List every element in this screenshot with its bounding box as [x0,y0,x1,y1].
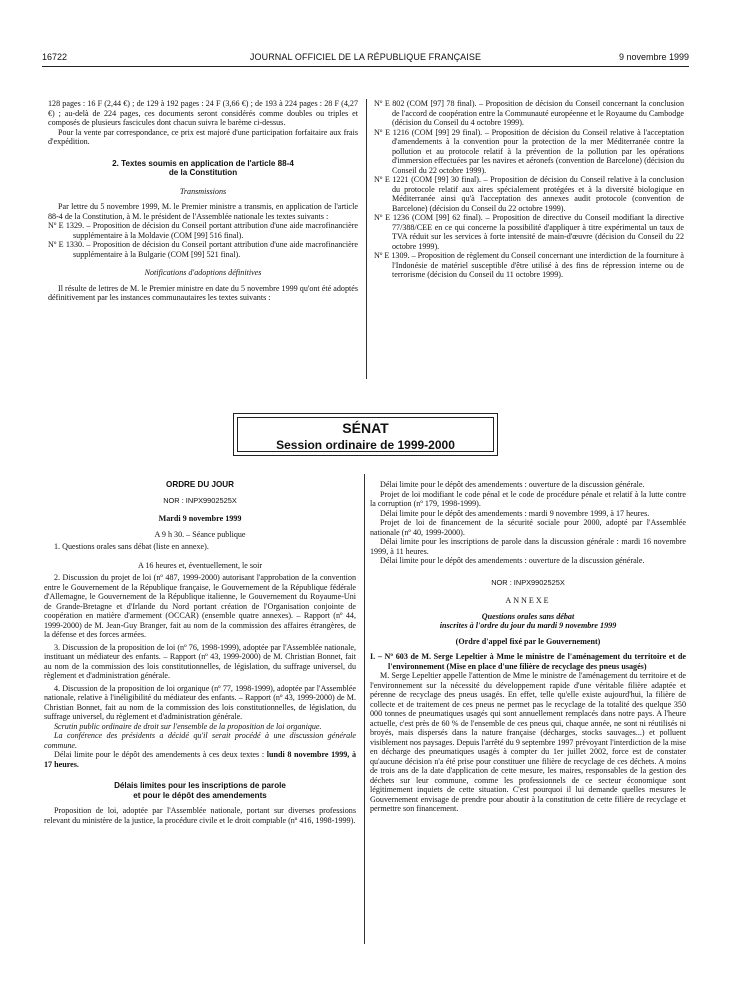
agenda-item-3: 3. Discussion de la proposition de loi (nº 76, 1998-1999), adoptée par l'Assemblée nationale, instituant un médiateur des enfants. – Rapport (nº 43, 1999-2000) de M. Christian Bonnet, fait au nom de la commission des lois constitutionnelles, de législation, du suffrage universel, du règlement et d'administration générale. [44,642,356,680]
morning-session: A 9 h 30. – Séance publique [154,529,246,539]
conference-note: La conférence des présidents a décidé qu'il serait procédé à une discussion générale commune. [44,731,356,750]
transmitted-item: Nº E 1330. – Proposition de décision du Conseil portant attribution d'une aide macrofinancière supplémentaire à la Bulgarie (COM [99] 521 final). [48,240,358,259]
page-number: 16722 [42,52,68,62]
scrutin-note: Scrutin public ordinaire de droit sur l'ensemble de la proposition de loi organique. [54,721,322,731]
adopted-item: Nº E 802 (COM [97] 78 final). – Proposition de décision du Conseil concernant la conclusion de l'accord de coopération entre la Communauté européenne et le Royaume du Cambodge (décision du Conseil du 4 octobre 1999). [374,99,684,127]
deadline-paragraph: Délai limite pour le dépôt des amendements : mardi 9 novembre 1999, à 17 heures. [380,508,650,518]
column-divider-bottom [364,474,365,944]
proposition-text: Proposition de loi, adoptée par l'Assemblée nationale, portant sur diverses professions relevant du ministère de la justice, la procédure civile et le droit comptable (nº 416, 1998-1999). [44,806,356,825]
nor-reference: NOR : INPX9902525X [163,495,237,505]
afternoon-session: A 16 heures et, éventuellement, le soir [137,560,263,570]
header-rule [42,66,689,67]
column-divider-top [366,99,367,379]
session-date: Mardi 9 novembre 1999 [158,514,242,523]
annexe-heading: ANNEXE [505,596,551,605]
amendment-deadline-label: Délai limite pour le dépôt des amendements à ces deux textes : [54,750,265,759]
agenda-item-1: 1. Questions orales sans débat (liste en annexe). [54,542,209,551]
transmitted-item: Nº E 1329. – Proposition de décision du Conseil portant attribution d'une aide macrofinancière supplémentaire à la Moldavie (COM [99] 516 final). [48,221,358,240]
postage-paragraph: Pour la vente par correspondance, ce prix est majoré d'une participation forfaitaire aux frais d'expédition. [48,127,358,146]
bill-paragraph: Projet de loi modifiant le code pénal et le code de procédure pénale et relatif à la lutte contre la corruption (nº 179, 1998-1999). [370,489,686,508]
questions-heading-line2: inscrites à l'ordre du jour du mardi 9 novembre 1999 [439,621,617,630]
bottom-left-column [44,480,356,825]
deadline-paragraph: Délai limite pour le dépôt des amendements : ouverture de la discussion générale. [380,556,645,565]
amendment-deadline [44,750,356,769]
page-header [42,52,689,66]
transmissions-text: Par lettre du 5 novembre 1999, M. le Premier ministre a transmis, en application de l'article 88-4 de la Constitution, à M. le président de l'Assemblée nationale les textes suivants : [48,202,358,221]
adopted-item: Nº E 1309. – Proposition de règlement du Conseil concernant une interdiction de la fourniture à l'Indonésie de matériel susceptible d'être utilisé à des fins de répression interne ou de terrorisme (décision du Conseil du 11 octobre 1999). [374,251,684,279]
deadlines-heading-line2: et pour le dépôt des amendements [133,790,267,800]
nor-reference: NOR : INPX9902525X [491,577,565,587]
questions-heading-line1: Questions orales sans débat [481,611,575,621]
senat-session: Session ordinaire de 1999-2000 [276,438,455,452]
bottom-right-column [370,480,686,814]
top-left-column [48,99,358,303]
adopted-item: Nº E 1236 (COM [99] 62 final). – Proposition de directive du Conseil modifiant la directive 77/388/CEE en ce qui concerne la possibilité d'appliquer à titre expérimental un taux de TVA réduit sur les services à forte intensité de main-d'œuvre (décision du Conseil du 22 octobre 1999). [374,213,684,251]
notifications-heading: Notifications d'adoptions définitives [144,268,262,277]
adopted-item: Nº E 1216 (COM [99] 29 final). – Proposition de décision du Conseil relative à l'acceptation d'amendements à la convention pour la protection de la mer Méditerranée contre la pollution et au protocole relatif à la prévention de la pollution par les opérations d'immersion effectuées par les navires et aéronefs (convention de Barcelone) (décision du Conseil du 22 octobre 1999). [374,127,684,175]
section-title-line1: 2. Textes soumis en application de l'article 88-4 [112,158,294,168]
senat-banner [233,413,498,456]
deadlines-heading-line1: Délais limites pour les inscriptions de parole [114,781,286,790]
amendment-deadline-date: lundi 8 novembre 1999, à 17 heures. [44,750,357,769]
senat-title: SÉNAT [342,420,389,436]
ordre-du-jour-heading: ORDRE DU JOUR [166,480,234,489]
price-paragraph: 128 pages : 16 F (2,44 €) ; de 129 à 192 pages : 24 F (3,66 €) ; de 193 à 224 pages : 28 F (4,27 €) ; au-delà de 224 pages, ces documents seront considérés comme doubles ou triples et composés de plusieurs fascicules dont chacun suivra le barème ci-dessus. [48,99,358,127]
agenda-item-2: 2. Discussion du projet de loi (nº 487, 1999-2000) autorisant l'approbation de la convention entre le Gouvernement de la République française, le Gouvernement de la République fédérale d'Allemagne, le Gouvernement de la République italienne, le Gouvernement du Royaume-Uni de Grande-Bretagne et d'Irlande du Nord portant création de l'Organisation conjointe de coopération en matière d'armement (OCCAR) (ensemble quatre annexes). – Rapport (nº 44, 1999-2000) de M. Jean-Guy Branger, fait au nom de la commission des affaires étrangères, de la défense et des forces armées. [44,573,356,639]
section-title-line2: de la Constitution [168,168,238,177]
deadline-paragraph: Délai limite pour le dépôt des amendements : ouverture de la discussion générale. [380,480,645,489]
question-body: M. Serge Lepeltier appelle l'attention de Mme le ministre de l'aménagement du territoire et de l'environnement sur la nécessité du développement rapide d'une véritable filière adaptée et pérenne de recyclage des pneus usagés. En effet, telle qu'elle existe aujourd'hui, la filière de collecte et de traitement de ces pneus ne permet pas le recyclage de la totalité des quelque 350 000 tonnes de pneumatiques usagés qui sont annuellement remplacés dans notre pays. A l'heure actuelle, c'est près de 60 % de l'ensemble de ces pneus qui, chaque année, ne sont ni réutilisés ni broyés, mais dispersés dans la nature française (décharges, stocks sauvages...) et polluent visiblement nos paysages. Depuis l'arrêté du 9 septembre 1997 prévoyant l'interdiction de la mise en décharge des pneumatiques usagés à compter du 1er juillet 2002, force est de constater qu'aucune décision n'a été prise pour constituer une filière de recyclage de ces déchets. A moins de trois ans de la date d'application de cette mesure, les maires, responsables de la gestion des déchets sur leur commune, comme les professionnels de ce secteur économique sont légitimement inquiets de cette situation. C'est pourquoi il lui demande quelles mesures le Gouvernement envisage de prendre pour aboutir à la constitution de cette filière de recyclage et permettre son financement. [370,671,686,813]
top-right-column [374,99,684,280]
issue-date: 9 novembre 1999 [618,52,689,62]
call-order-note: (Ordre d'appel fixé par le Gouvernement) [455,636,601,646]
bill-paragraph: Projet de loi de financement de la sécurité sociale pour 2000, adopté par l'Assemblée nationale (nº 40, 1999-2000). [370,518,686,537]
notifications-text: Il résulte de lettres de M. le Premier ministre en date du 5 novembre 1999 qu'ont été adoptés définitivement par les instances communautaires les textes suivants : [48,283,358,302]
deadline-paragraph: Délai limite pour les inscriptions de parole dans la discussion générale : mardi 16 novembre 1999, à 11 heures. [370,537,686,556]
journal-title: JOURNAL OFFICIEL DE LA RÉPUBLIQUE FRANÇAISE [249,52,482,62]
question-title: I. – Nº 603 de M. Serge Lepeltier à Mme le ministre de l'aménagement du territoire et de l'environnement (Mise en place d'une filière de recyclage des pneus usagés) [370,652,686,671]
agenda-item-4: 4. Discussion de la proposition de loi organique (nº 77, 1998-1999), adoptée par l'Assemblée nationale, relative à l'inéligibilité du médiateur des enfants. – Rapport (nº 43, 1999-2000) de M. Christian Bonnet, fait au nom de la commission des lois constitutionnelles, de législation, du suffrage universel, du règlement et d'administration générale. [44,683,356,721]
transmissions-heading: Transmissions [179,186,227,196]
adopted-item: Nº E 1221 (COM [99] 30 final). – Proposition de décision du Conseil relative à la conclusion du protocole relatif aux aires spécialement protégées et à la diversité biologique en Méditerranée ainsi qu'à l'acceptation des annexes audit protocole (convention de Barcelone) (décision du Conseil du 22 octobre 1999). [374,175,684,213]
